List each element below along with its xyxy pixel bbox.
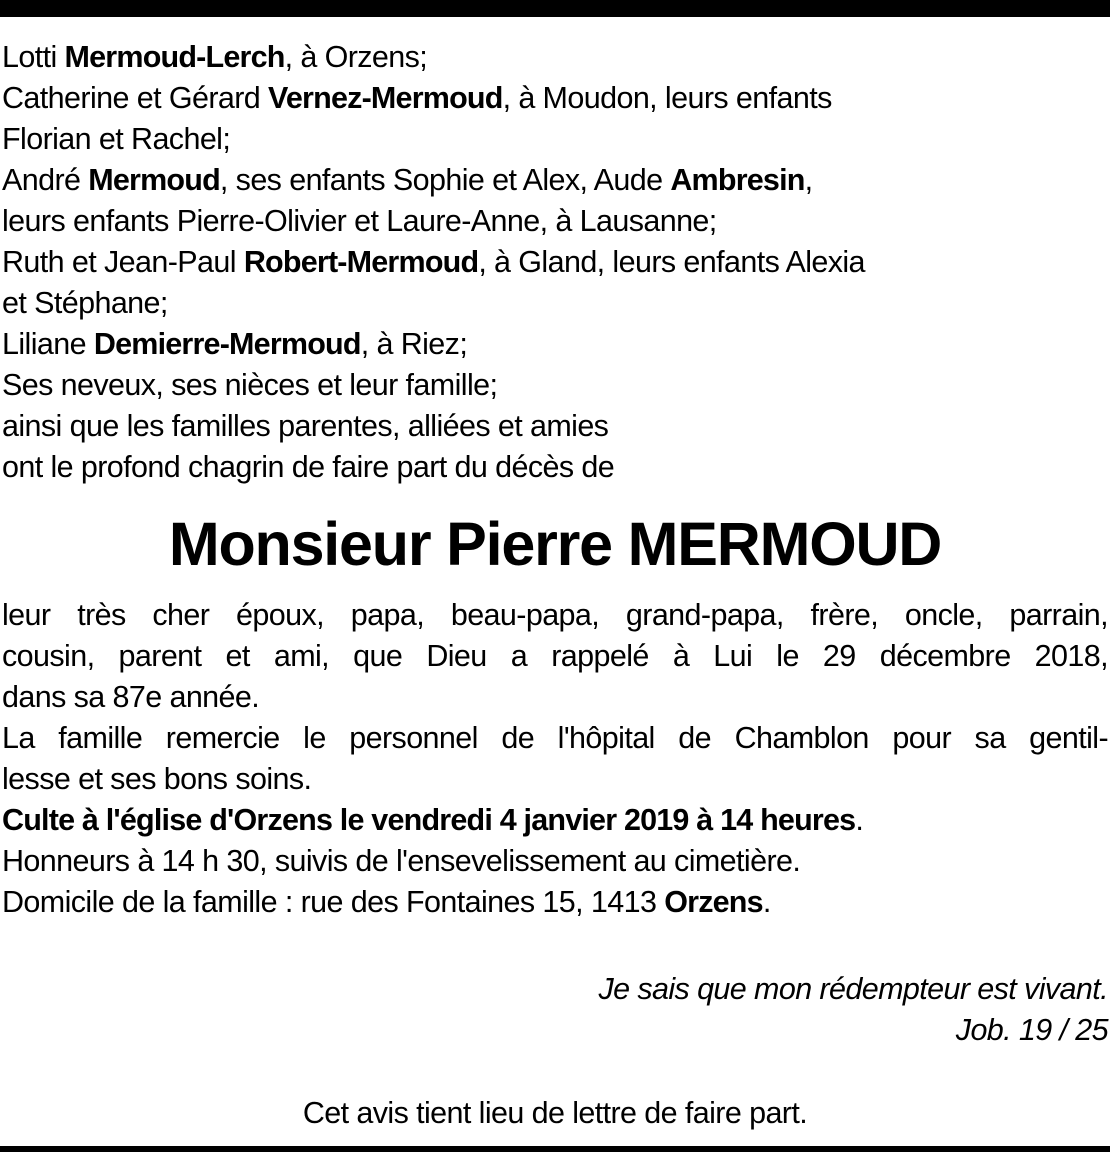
bottom-rule	[0, 1146, 1110, 1152]
bible-quote	[598, 969, 1108, 1051]
family-line: ainsi que les familles parentes, alliées et amies	[2, 409, 609, 443]
body-line: La famille remercie le personnel de l'hôpital de Chamblon pour sa gentil-	[2, 721, 1108, 755]
body-line: cousin, parent et ami, que Dieu a rappelé à Lui le 29 décembre 2018,	[2, 639, 1108, 673]
family-list	[2, 37, 1108, 488]
family-line: Ruth et Jean-Paul Robert-Mermoud, à Gland, leurs enfants Alexia	[2, 245, 865, 279]
footer-note: Cet avis tient lieu de lettre de faire part.	[302, 1096, 808, 1130]
family-line: leurs enfants Pierre-Olivier et Laure-Anne, à Lausanne;	[2, 204, 717, 238]
notice-body	[2, 595, 1108, 923]
family-line: Ses neveux, ses nièces et leur famille;	[2, 368, 498, 402]
family-line: André Mermoud, ses enfants Sophie et Alex, Aude Ambresin,	[2, 163, 813, 197]
domicile-line: Domicile de la famille : rue des Fontaines 15, 1413 Orzens.	[2, 885, 771, 919]
top-rule	[0, 0, 1110, 17]
body-line: dans sa 87e année.	[2, 680, 260, 714]
family-line: Catherine et Gérard Vernez-Mermoud, à Moudon, leurs enfants	[2, 81, 832, 115]
body-line: leur très cher époux, papa, beau-papa, grand-papa, frère, oncle, parrain,	[2, 598, 1108, 632]
honours-line: Honneurs à 14 h 30, suivis de l'ensevelissement au cimetière.	[2, 844, 801, 878]
family-line: Florian et Rachel;	[2, 122, 231, 156]
family-line: Liliane Demierre-Mermoud, à Riez;	[2, 327, 468, 361]
family-line: ont le profond chagrin de faire part du décès de	[2, 450, 615, 484]
deceased-name: Monsieur Pierre MERMOUD	[168, 510, 942, 578]
family-line: et Stéphane;	[2, 286, 168, 320]
body-line: lesse et ses bons soins.	[2, 762, 312, 796]
quote-source: Job. 19 / 25	[955, 1013, 1108, 1047]
quote-text: Je sais que mon rédempteur est vivant.	[598, 972, 1108, 1006]
service-line: Culte à l'église d'Orzens le vendredi 4 janvier 2019 à 14 heures.	[2, 803, 864, 837]
family-line: Lotti Mermoud-Lerch, à Orzens;	[2, 40, 428, 74]
